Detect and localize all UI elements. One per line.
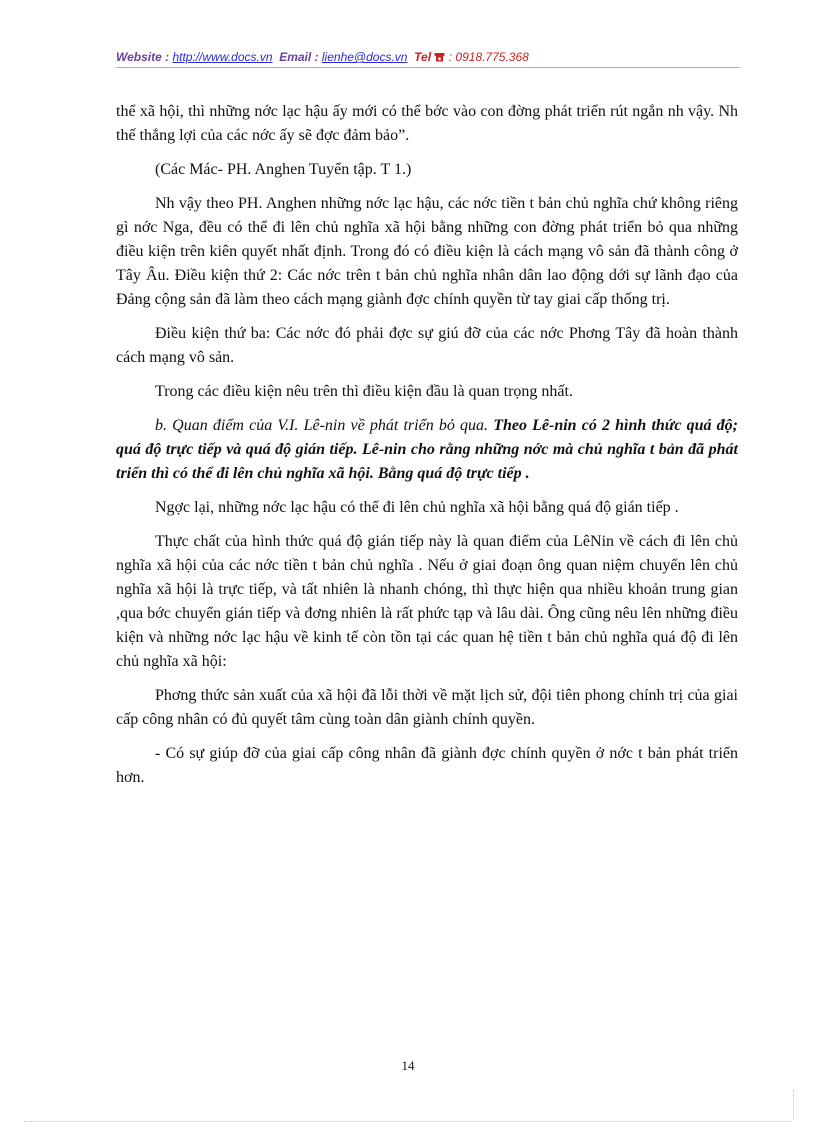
website-label: Website : (116, 50, 170, 64)
section-heading-lenin: b. Quan điểm của V.I. Lê-nin về phát triển bỏ qua. (155, 417, 489, 434)
email-label: Email (279, 50, 312, 64)
paragraph-3: Nh vậy theo PH. Anghen những nớc lạc hậu, các nớc tiền t bản chủ nghĩa chứ không riêng gì nớc Nga, đều có thể đi lên chủ nghĩa xã hội bằng những con đờng phát triển bỏ qua những điều kiện trên kiên quyết nhất định. Trong đó có điều kiện là cách mạng vô sản đã thành công ở Tây Âu. Điều kiện thứ 2: Các nớc trên t bản chủ nghĩa nhân dân lao động dới sự lãnh đạo của Đảng cộng sản đã làm theo cách mạng giành đợc chính quyền từ tay giai cấp thống trị. (116, 195, 738, 308)
lenin-emphasis-text: Theo Lê-nin có 2 hình thức quá độ; quá độ trực tiếp và quá độ gián tiếp. Lê-nin cho rằng những nớc mà chủ nghĩa t bản đã phát triển thì có thể đi lên chủ nghĩa xã hội. Bằng quá độ trực tiếp . (116, 417, 739, 482)
document-body (116, 100, 738, 800)
paragraph-4: Điều kiện thứ ba: Các nớc đó phải đợc sự giú đỡ của các nớc Phơng Tây đã hoàn thành cách mạng vô sản. (116, 325, 738, 366)
website-link[interactable]: http://www.docs.vn (172, 50, 273, 64)
phone-icon (434, 50, 448, 64)
header-divider (116, 67, 740, 68)
tel-number: : 0918.775.368 (448, 50, 529, 64)
page-header (116, 47, 740, 67)
paragraph-9: Phơng thức sản xuất của xã hội đã lỗi thời về mặt lịch sử, đội tiên phong chính trị của giai cấp công nhân có đủ quyết tâm cùng toàn dân giành chính quyền. (116, 687, 738, 728)
paragraph-7: Ngợc lại, những nớc lạc hậu có thể đi lên chủ nghĩa xã hội bằng quá độ gián tiếp . (155, 499, 679, 516)
page-border-right (793, 1090, 794, 1120)
paragraph-10: - Có sự giúp đỡ của giai cấp công nhân đã giành đợc chính quyền ở nớc t bản phát triển hơn. (116, 745, 738, 786)
email-link[interactable]: lienhe@docs.vn (321, 50, 408, 64)
email-separator: : (314, 50, 319, 64)
paragraph-8: Thực chất của hình thức quá độ gián tiếp này là quan điểm của LêNin về cách đi lên chủ nghĩa xã hội của các nớc tiền t bản chủ nghĩa . Nếu ở giai đoạn ông quan niệm chuyển lên chủ nghĩa xã hội là trực tiếp, và tất nhiên là nhanh chóng, thì thực hiện qua nhiều khoản trung gian ,qua bớc chuyển gián tiếp và đơng nhiên là rất phức tạp và lâu dài. Ông cũng nêu lên những điều kiện và những nớc lạc hậu về kinh tế còn tồn tại các quan hệ tiền t bản chủ nghĩa quá độ đi lên chủ nghĩa xã hội: (116, 533, 738, 670)
paragraph-1: thể xã hội, thì những nớc lạc hậu ấy mới có thể bớc vào con đờng phát triển rút ngắn nh vậy. Nh thế thắng lợi của các nớc ấy sẽ đợc đảm bảo”. (116, 103, 738, 144)
paragraph-citation: (Các Mác- PH. Anghen Tuyển tập. T 1.) (155, 161, 412, 178)
paragraph-5: Trong các điều kiện nêu trên thì điều kiện đầu là quan trọng nhất. (155, 383, 573, 400)
tel-label: Tel (414, 50, 432, 64)
paragraph-lenin-view (116, 414, 738, 486)
page-border-bottom (24, 1121, 792, 1122)
page-number: 14 (401, 1058, 415, 1073)
